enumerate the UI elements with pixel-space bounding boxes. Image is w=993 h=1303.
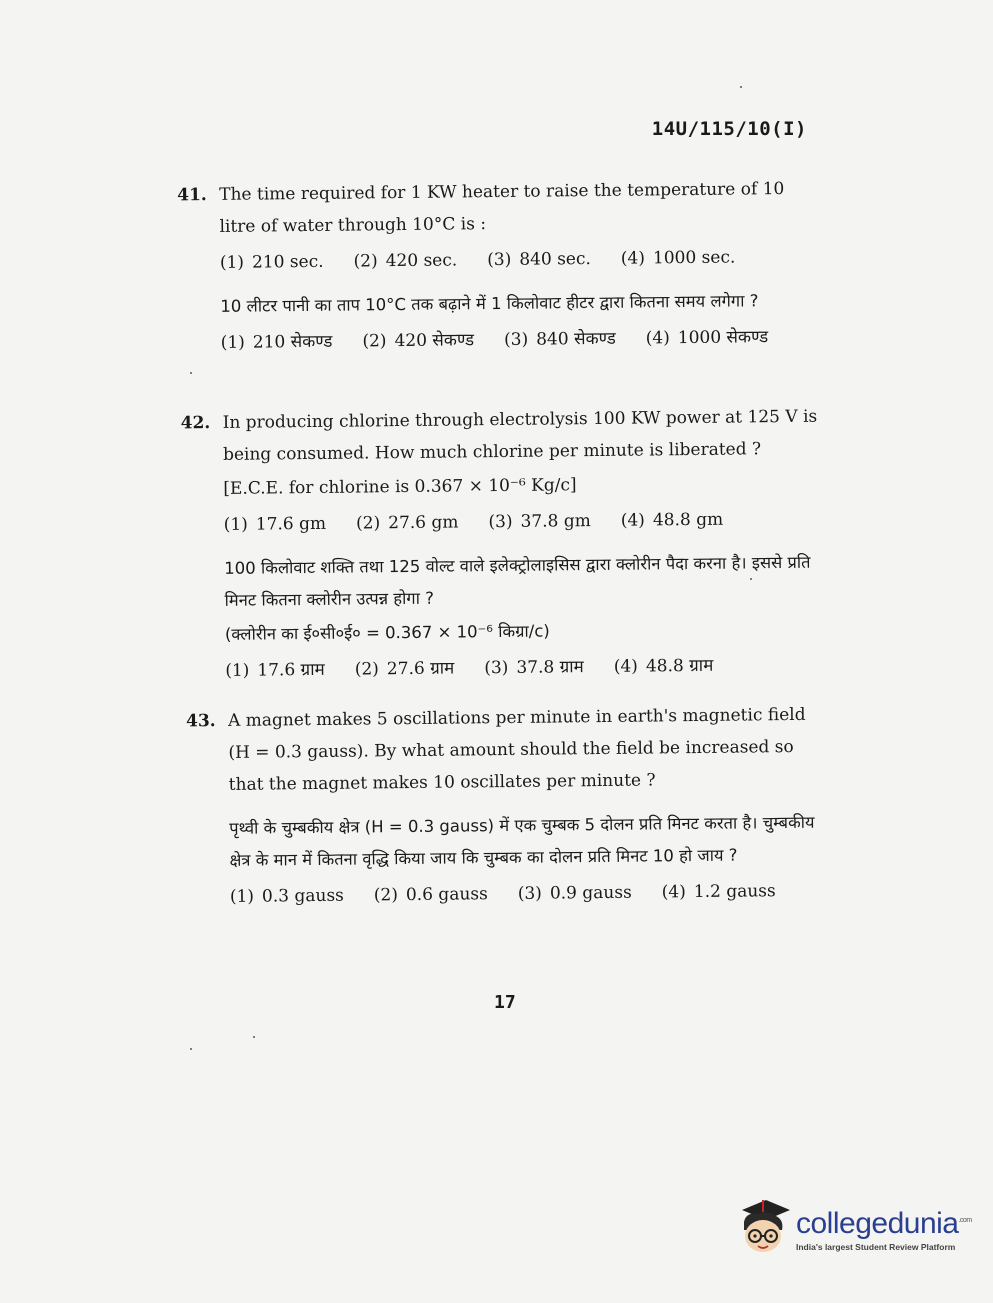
option: (1) 210 sec. [219,251,324,273]
paper-code: 14U/115/10(I) [651,118,807,140]
option: (2) 0.6 gauss [373,884,488,906]
option: (2) 420 सेकण्ड [362,330,475,352]
brand-tagline: India's largest Student Review Platform [796,1241,956,1252]
option: (1) 0.3 gauss [229,885,344,907]
brand-name: collegedunia$^{.com}$ [796,1206,972,1240]
question-text-en: A magnet makes 5 oscillations per minute in earth's magnetic field (H = 0.3 gauss). By what amount should the field be increased so that the magnet makes 10 oscillates per minute ? [227,704,806,795]
option: (1) 210 सेकण्ड [220,331,333,353]
option: (4) 1.2 gauss [661,881,776,903]
question-text-hi: 10 लीटर पानी का ताप 10°C तक बढ़ाने में 1 किलोवाट हीटर द्वारा कितना समय लगेगा ? [220,291,759,316]
question-text-hi: पृथ्वी के चुम्बकीय क्षेत्र (H = 0.3 gauss) में एक चुम्बक 5 दोलन प्रति मिनट करता है। चुम्बकीय क्षेत्र के मान में कितना वृद्धि किया जाय कि चुम्बक का दोलन प्रति मिनट 10 हो जाय ? [229,812,815,870]
scan-speck [750,578,752,580]
option: (4) 1000 sec. [620,247,736,269]
collegedunia-logo [736,1196,972,1260]
option: (3) 37.8 ग्राम [484,657,584,679]
option: (2) 420 sec. [353,250,458,272]
option: (1) 17.6 ग्राम [225,659,325,681]
question-text-hi: 100 किलोवाट शक्ति तथा 125 वोल्ट वाले इलेक्ट्रोलाइसिस द्वारा क्लोरीन पैदा करना है। इससे प्रति मिनट कितना क्लोरीन उत्पन्न होगा ? [224,552,811,610]
question-number: 43. [185,711,216,732]
option: (2) 27.6 gm [356,512,459,534]
options-en [224,503,822,541]
option: (3) 37.8 gm [488,511,591,533]
question-text-en: The time required for 1 KW heater to raise the temperature of 10 litre of water through 10°C is : [219,178,785,237]
option: (4) 48.8 ग्राम [613,655,714,677]
question-number: 42. [180,413,211,434]
option: (2) 27.6 ग्राम [354,658,455,680]
options-en [220,241,818,279]
option: (3) 840 सेकण्ड [503,328,616,350]
mascot-icon [736,1198,792,1258]
question-41 [177,173,819,366]
scan-speck [190,1048,192,1050]
options-hi [225,649,823,687]
scan-speck [190,372,192,374]
option: (3) 840 sec. [487,249,591,271]
question-note-en: [E.C.E. for chlorine is 0.367 × 10⁻⁶ Kg/c] [223,475,577,499]
scan-speck [253,1036,255,1038]
option: (4) 1000 सेकण्ड [645,327,769,349]
question-note-hi: (क्लोरीन का ई०सी०ई० = 0.367 × 10⁻⁶ किग्रा/c) [224,621,550,644]
question-number: 41. [177,185,207,206]
option: (1) 17.6 gm [223,513,327,535]
question-43 [186,699,828,920]
page-number: 17 [494,992,516,1013]
question-text-en: In producing chlorine through electrolysis 100 KW power at 125 V is being consumed. How much chlorine per minute is liberated ? [222,406,818,465]
question-42 [181,401,824,694]
options-hi [221,321,819,359]
options-en [230,875,828,913]
option: (4) 48.8 gm [620,509,724,531]
option: (3) 0.9 gauss [517,882,632,904]
scan-speck [740,86,742,88]
